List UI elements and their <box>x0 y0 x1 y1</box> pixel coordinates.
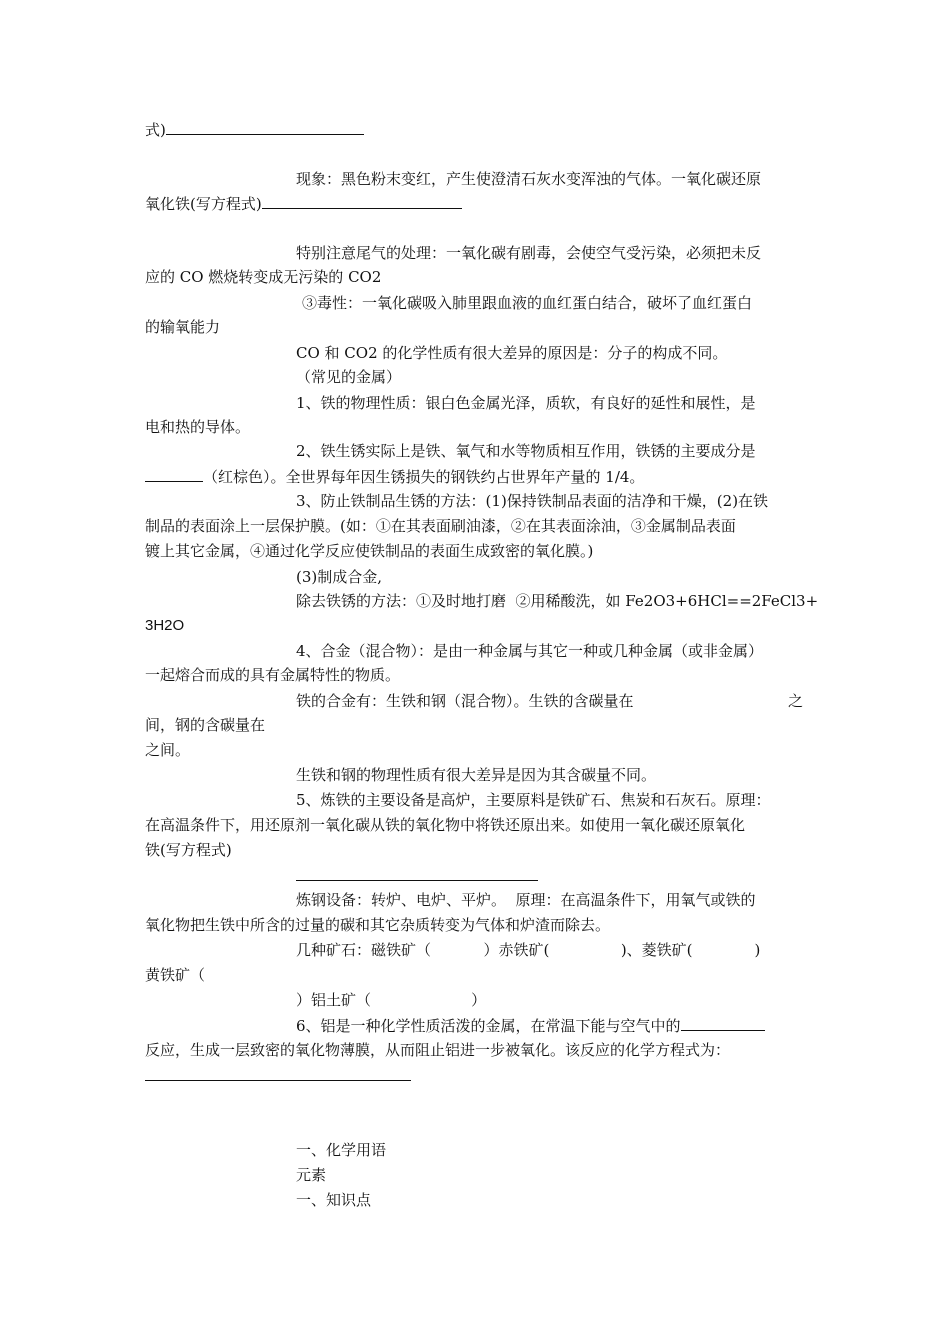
text-line: 6、铝是一种化学性质活泼的金属，在常温下能与空气中的 <box>296 1014 765 1036</box>
text-line: 5、炼铁的主要设备是高炉，主要原料是铁矿石、焦炭和石灰石。原理： <box>296 791 771 809</box>
blank <box>166 118 364 135</box>
text-line: 一起熔合而成的具有金属特性的物质。 <box>145 666 401 684</box>
section-heading: 元素 <box>296 1166 327 1184</box>
text-line: 黄铁矿（ <box>145 966 206 984</box>
section-heading: 一、知识点 <box>296 1191 372 1209</box>
text-line: 生铁和钢的物理性质有很大差异是因为其含碳量不同。 <box>296 766 657 784</box>
text-line: 炼钢设备：转炉、电炉、平炉。 原理：在高温条件下，用氧气或铁的 <box>296 891 756 909</box>
text-line: (3)制成合金, <box>296 568 383 586</box>
blank <box>262 192 462 209</box>
text-line: 3、防止铁制品生锈的方法：(1)保持铁制品表面的洁净和干燥，(2)在铁 <box>296 492 769 510</box>
text-line: 除去铁锈的方法：①及时地打磨 ②用稀酸洗，如 Fe2O3+6HCl==2FeCl3+ <box>296 592 819 610</box>
text-line: 镀上其它金属，④通过化学反应使铁制品的表面生成致密的氧化膜。) <box>145 542 594 560</box>
text-line: 氧化铁(写方程式) <box>145 192 462 214</box>
text-line: 铁的合金有：生铁和钢（混合物）。生铁的含碳量在 <box>296 692 634 710</box>
text-line <box>296 864 538 886</box>
blank <box>145 1064 411 1081</box>
text-line: 3H2O <box>145 617 185 634</box>
text-line: 之间。 <box>145 741 191 759</box>
text-line: 制品的表面涂上一层保护膜。(如：①在其表面刷油漆，②在其表面涂油，③金属制品表面 <box>145 517 736 535</box>
text-line: 间，钢的含碳量在 <box>145 716 266 734</box>
text-line: 之 <box>788 692 804 710</box>
text-line: 电和热的导体。 <box>145 418 251 436</box>
text-line: 氧化物把生铁中所含的过量的碳和其它杂质转变为气体和炉渣而除去。 <box>145 916 611 934</box>
text-line: 铁(写方程式) <box>145 841 232 859</box>
blank <box>296 864 538 881</box>
text-line: 的输氧能力 <box>145 318 221 336</box>
text-line: 2、铁生锈实际上是铁、氧气和水等物质相互作用，铁锈的主要成分是 <box>296 442 756 460</box>
text-line: 现象：黑色粉末变红，产生使澄清石灰水变浑浊的气体。一氧化碳还原 <box>296 170 762 188</box>
text-line: 在高温条件下，用还原剂一氧化碳从铁的氧化物中将铁还原出来。如使用一氧化碳还原氧化 <box>145 816 746 834</box>
text-line: 4、合金（混合物）：是由一种金属与其它一种或几种金属（或非金属） <box>296 642 764 660</box>
text-line: CO 和 CO2 的化学性质有很大差异的原因是：分子的构成不同。 <box>296 344 728 362</box>
section-heading: （常见的金属） <box>296 368 402 386</box>
blank <box>145 465 203 482</box>
blank <box>681 1014 765 1031</box>
text-line: 反应，生成一层致密的氧化物薄膜，从而阻止铝进一步被氧化。该反应的化学方程式为： <box>145 1041 731 1059</box>
text-line: 应的 CO 燃烧转变成无污染的 CO2 <box>145 268 382 286</box>
text-line: 特别注意尾气的处理：一氧化碳有剧毒，会使空气受污染，必须把未反 <box>296 244 762 262</box>
section-heading: 一、化学用语 <box>296 1141 387 1159</box>
text-line: （红棕色）。全世界每年因生锈损失的钢铁约占世界年产量的 1/4。 <box>145 465 644 487</box>
text-line: 几种矿石：磁铁矿（ ）赤铁矿( )、菱铁矿( ) <box>296 941 761 959</box>
text-line: 1、铁的物理性质：银白色金属光泽，质软，有良好的延性和展性，是 <box>296 394 756 412</box>
text-line: ）铝土矿（ ） <box>296 991 487 1009</box>
text-line: 式) <box>145 118 364 140</box>
text-line <box>145 1064 411 1086</box>
text-line: ③毒性：一氧化碳吸入肺里跟血液的血红蛋白结合，破坏了血红蛋白 <box>302 294 753 312</box>
